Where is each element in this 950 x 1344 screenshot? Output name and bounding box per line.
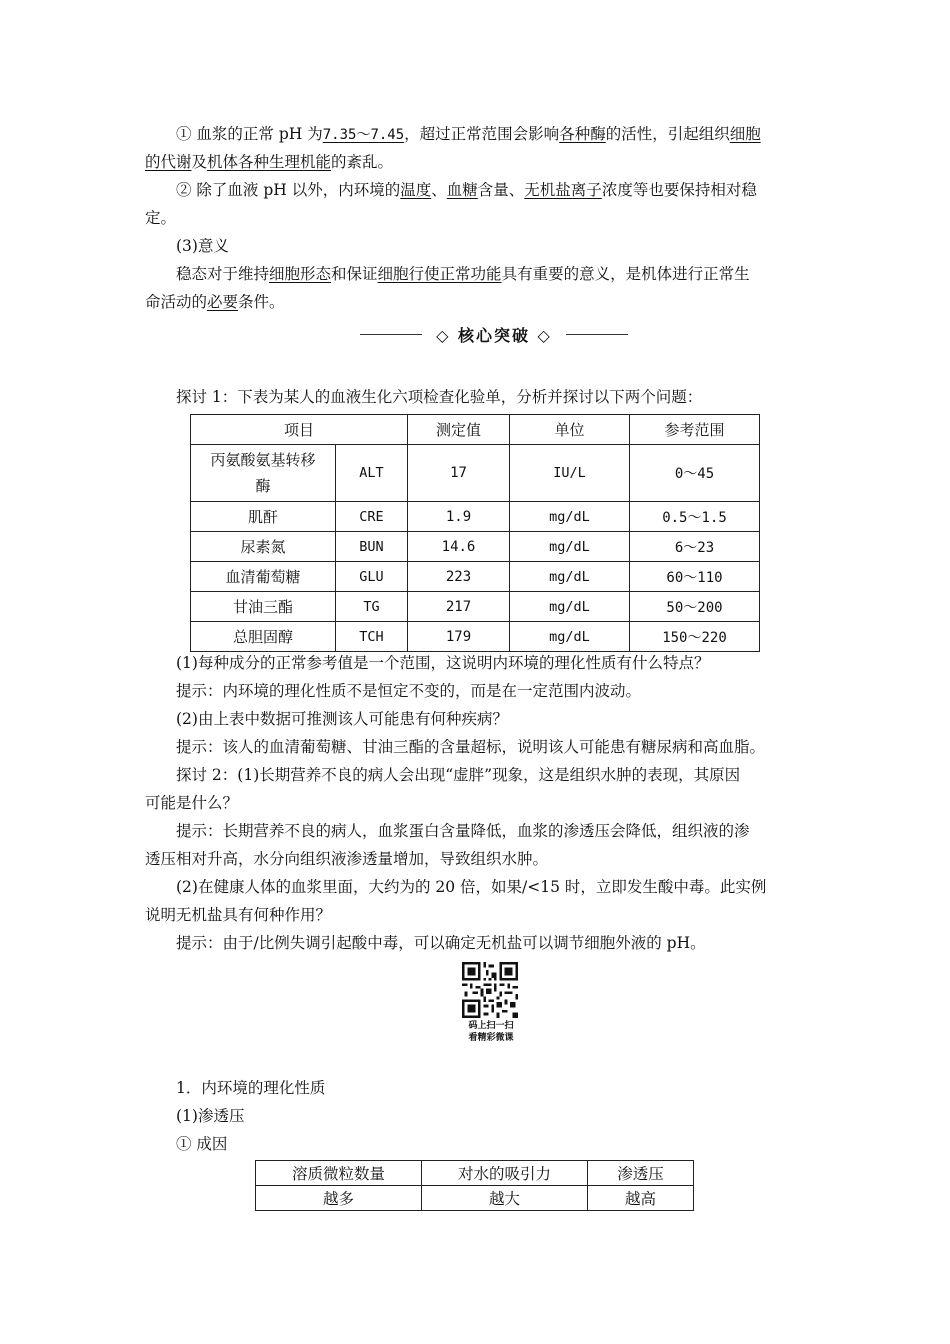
text: 含量、 [477,181,525,199]
item-code: TG [336,592,408,622]
text: ② 除了血液 pH 以外，内环境的 [176,181,401,199]
table-row [191,592,760,622]
banner-title: ◇ 核心突破 ◇ [436,326,552,345]
text: 及 [191,153,208,171]
item-unit: mg/dL [510,502,630,532]
table-row [191,562,760,592]
qr-caption-line2: 看精彩微课 [468,1033,514,1043]
para2-line2: 定。 [145,209,177,227]
text: ，超过正常范围会影响 [404,125,560,143]
table-row [191,445,760,502]
osmotic-pressure-table [255,1160,694,1211]
hint3-line1: 提示：长期营养不良的病人，血浆蛋白含量降低，血浆的渗透压会降低，组织液的渗 [176,822,750,840]
osmotic-pressure-heading: (1)渗透压 [176,1107,245,1125]
blood-test-table [190,414,760,652]
para1-line2 [145,152,815,172]
text: ① 血浆的正常 pH 为 [176,125,323,143]
text: 具有重要的意义，是机体进行正常生 [501,265,750,283]
text: 浓度等也要保持相对稳 [601,181,757,199]
table-header-row [191,415,760,445]
blood-sugar-term: 血糖 [446,181,478,199]
header-value: 测定值 [408,415,510,445]
item-name-part2: 酶 [255,477,271,495]
header-item: 项目 [191,415,408,445]
table-row [191,502,760,532]
item-name: 尿素氮 [191,532,336,562]
table-row [256,1186,694,1211]
table-row [191,622,760,652]
cell-greater: 越大 [422,1186,588,1211]
text: 命活动的 [145,293,208,311]
item-range: 6～23 [630,532,760,562]
text: 的紊乱。 [331,153,394,171]
item-unit: mg/dL [510,622,630,652]
banner-rule-left [360,334,422,335]
item-value: 14.6 [408,532,510,562]
header-solute: 溶质微粒数量 [256,1161,422,1186]
discussion1-intro: 探讨 1：下表为某人的血液生化六项检查化验单，分析并探讨以下两个问题： [176,388,703,406]
metabolism-term: 的代谢 [145,153,192,171]
significance-heading: (3)意义 [176,237,229,255]
enzymes-term: 各种酶 [559,125,606,143]
qr-code-icon[interactable] [462,962,518,1018]
cause-heading: ① 成因 [176,1135,228,1153]
hint2: 提示：该人的血清葡萄糖、甘油三酯的含量超标，说明该人可能患有糖尿病和高血脂。 [176,738,766,756]
item-range: 0.5～1.5 [630,502,760,532]
item-name [191,445,336,502]
item-range: 150～220 [630,622,760,652]
item-code: ALT [336,445,408,502]
item-value: 179 [408,622,510,652]
para2-line1 [176,180,846,200]
para3-line1 [176,264,846,284]
item-name: 肌酐 [191,502,336,532]
ion-term: 无机盐离子 [524,181,602,199]
temperature-term: 温度 [400,181,432,199]
text: 的活性，引起组织 [605,125,730,143]
item-range: 60～110 [630,562,760,592]
item-unit: mg/dL [510,562,630,592]
cell-function-term: 细胞行使正常功能 [377,265,502,283]
banner-rule-right [566,334,628,335]
section-title: 1．内环境的理化性质 [176,1079,326,1097]
item-code: BUN [336,532,408,562]
item-name: 总胆固醇 [191,622,336,652]
item-code: GLU [336,562,408,592]
text: 稳态对于维持 [176,265,270,283]
qr-caption-line1: 码上扫一扫 [468,1021,514,1031]
item-value: 17 [408,445,510,502]
item-code: TCH [336,622,408,652]
ph-range: 7.35～7.45 [322,127,405,143]
header-unit: 单位 [510,415,630,445]
necessary-term: 必要 [207,293,239,311]
discussion2-line1: 探讨 2：(1)长期营养不良的病人会出现“虚胖”现象，这是组织水肿的表现，其原因 [176,766,741,784]
cell-higher: 越高 [588,1186,694,1211]
text: 、 [431,181,447,199]
item-value: 223 [408,562,510,592]
header-range: 参考范围 [630,415,760,445]
item-unit: mg/dL [510,592,630,622]
header-attraction: 对水的吸引力 [422,1161,588,1186]
hint3-line2: 透压相对升高，水分向组织液渗透量增加，导致组织水肿。 [145,850,549,868]
discussion2-line2: 可能是什么？ [145,794,239,812]
item-name: 甘油三酯 [191,592,336,622]
question4-line1: (2)在健康人体的血浆里面，大约为的 20 倍，如果/<15 时，立即发生酸中毒。此实例 [176,878,767,896]
para3-line2 [145,292,815,312]
text: 和保证 [331,265,378,283]
cell-more: 越多 [256,1186,422,1211]
item-range: 0～45 [630,445,760,502]
hint1: 提示：内环境的理化性质不是恒定不变的，而是在一定范围内波动。 [176,682,642,700]
item-value: 217 [408,592,510,622]
core-breakthrough-banner [360,322,628,348]
body-functions-term: 机体各种生理机能 [207,153,332,171]
question1: (1)每种成分的正常参考值是一个范围，这说明内环境的理化性质有什么特点？ [176,654,710,672]
hint4: 提示：由于/比例失调引起酸中毒，可以确定无机盐可以调节细胞外液的 pH。 [176,934,706,952]
item-unit: IU/L [510,445,630,502]
header-osmotic: 渗透压 [588,1161,694,1186]
item-name-part1: 丙氨酸氨基转移 [210,451,316,469]
question2: (2)由上表中数据可推测该人可能患有何种疾病？ [176,710,508,728]
item-name: 血清葡萄糖 [191,562,336,592]
item-code: CRE [336,502,408,532]
cell-term: 细胞 [729,125,761,143]
question4-line2: 说明无机盐具有何种作用？ [145,906,332,924]
table-row [191,532,760,562]
table-header-row [256,1161,694,1186]
cell-shape-term: 细胞形态 [269,265,332,283]
item-range: 50～200 [630,592,760,622]
text: 条件。 [238,293,285,311]
para1-line1 [176,124,846,145]
item-unit: mg/dL [510,532,630,562]
item-value: 1.9 [408,502,510,532]
